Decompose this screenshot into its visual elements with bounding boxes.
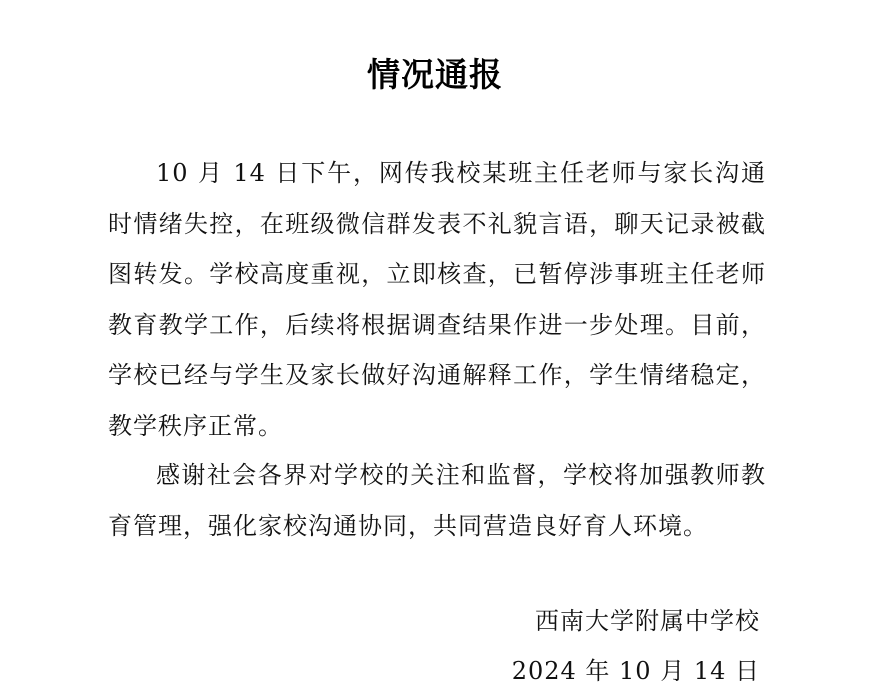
signature-organization: 西南大学附属中学校	[535, 607, 760, 635]
body-paragraph-2: 感谢社会各界对学校的关注和监督，学校将加强教师教育管理，强化家校沟通协同，共同营造良好育人环境。	[108, 461, 766, 540]
signature-date: 2024 年 10 月 14 日	[511, 657, 760, 685]
document-title: 情况通报	[367, 55, 503, 94]
body-paragraph-1: 10 月 14 日下午，网传我校某班主任老师与家长沟通时情绪失控，在班级微信群发表不礼貌言语，聊天记录被截图转发。学校高度重视，立即核查，已暂停涉事班主任老师教育教学工作，后续将根据调查结果作进一步处理。目前，学校已经与学生及家长做好沟通解释工作，学生情绪稳定，教学秩序正常。	[108, 159, 766, 440]
